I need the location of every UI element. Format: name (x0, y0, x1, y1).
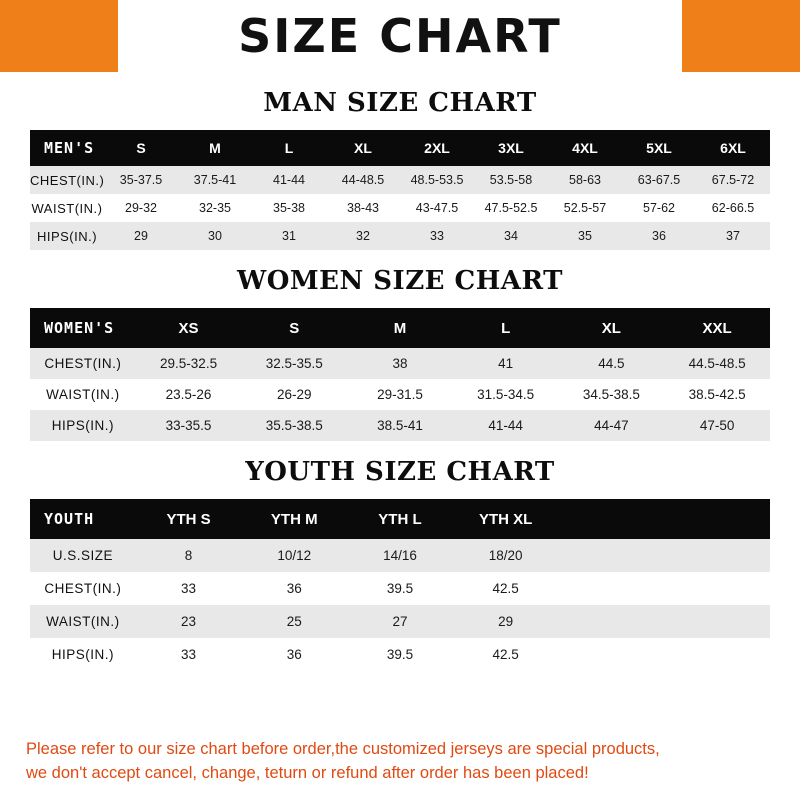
youth-r1-c1: 36 (241, 572, 347, 605)
women-row-2-label: HIPS(IN.) (30, 410, 136, 441)
youth-r3-c5 (664, 638, 770, 671)
page-title: SIZE CHART (238, 9, 562, 63)
youth-col-0: YTH S (136, 499, 242, 539)
men-col-2: L (252, 130, 326, 166)
men-r0-c5: 53.5-58 (474, 166, 548, 194)
women-col-3: L (453, 308, 559, 348)
women-r2-c2: 38.5-41 (347, 410, 453, 441)
men-r2-c7: 36 (622, 222, 696, 250)
table-row (30, 638, 770, 671)
youth-col-4 (559, 499, 665, 539)
table-row (30, 194, 770, 222)
table-header-row (30, 130, 770, 166)
men-col-3: XL (326, 130, 400, 166)
men-col-0: S (104, 130, 178, 166)
women-section-heading: WOMEN SIZE CHART (237, 266, 563, 296)
women-r1-c0: 23.5-26 (136, 379, 242, 410)
men-r0-c6: 58-63 (548, 166, 622, 194)
youth-col-3: YTH XL (453, 499, 559, 539)
table-row (30, 222, 770, 250)
men-r0-c2: 41-44 (252, 166, 326, 194)
youth-r0-c2: 14/16 (347, 539, 453, 572)
women-r0-c3: 41 (453, 348, 559, 379)
men-r0-c3: 44-48.5 (326, 166, 400, 194)
youth-row-1-label: CHEST(IN.) (30, 572, 136, 605)
youth-r0-c4 (559, 539, 665, 572)
women-r2-c3: 41-44 (453, 410, 559, 441)
youth-r0-c0: 8 (136, 539, 242, 572)
table-row (30, 348, 770, 379)
women-r0-c5: 44.5-48.5 (664, 348, 770, 379)
banner-accent-right (682, 0, 800, 72)
men-r1-c0: 29-32 (104, 194, 178, 222)
men-r1-c5: 47.5-52.5 (474, 194, 548, 222)
men-row-1-label: WAIST(IN.) (30, 194, 104, 222)
youth-size-table (30, 499, 770, 671)
youth-row-2-label: WAIST(IN.) (30, 605, 136, 638)
men-col-5: 3XL (474, 130, 548, 166)
women-r2-c4: 44-47 (559, 410, 665, 441)
youth-r3-c0: 33 (136, 638, 242, 671)
men-r1-c1: 32-35 (178, 194, 252, 222)
women-col-5: XXL (664, 308, 770, 348)
men-r2-c5: 34 (474, 222, 548, 250)
women-r0-c1: 32.5-35.5 (241, 348, 347, 379)
youth-col-2: YTH L (347, 499, 453, 539)
men-col-4: 2XL (400, 130, 474, 166)
youth-r3-c1: 36 (241, 638, 347, 671)
youth-r2-c4 (559, 605, 665, 638)
youth-r1-c0: 33 (136, 572, 242, 605)
table-row (30, 166, 770, 194)
men-size-table (30, 130, 770, 250)
youth-row-3-label: HIPS(IN.) (30, 638, 136, 671)
women-r1-c3: 31.5-34.5 (453, 379, 559, 410)
youth-r2-c2: 27 (347, 605, 453, 638)
men-r2-c3: 32 (326, 222, 400, 250)
youth-r1-c4 (559, 572, 665, 605)
youth-section-heading: YOUTH SIZE CHART (245, 457, 555, 487)
youth-r0-c5 (664, 539, 770, 572)
men-r1-c6: 52.5-57 (548, 194, 622, 222)
women-r1-c1: 26-29 (241, 379, 347, 410)
table-row (30, 539, 770, 572)
women-col-0: XS (136, 308, 242, 348)
youth-r1-c3: 42.5 (453, 572, 559, 605)
men-col-1: M (178, 130, 252, 166)
men-col-7: 5XL (622, 130, 696, 166)
policy-note-line-2: we don't accept cancel, change, teturn or refund after order has been placed! (26, 764, 589, 783)
women-size-table (30, 308, 770, 441)
women-col-4: XL (559, 308, 665, 348)
youth-r3-c4 (559, 638, 665, 671)
table-row (30, 572, 770, 605)
youth-r2-c1: 25 (241, 605, 347, 638)
men-r0-c8: 67.5-72 (696, 166, 770, 194)
men-r2-c6: 35 (548, 222, 622, 250)
men-r1-c7: 57-62 (622, 194, 696, 222)
youth-r0-c3: 18/20 (453, 539, 559, 572)
policy-note (0, 738, 800, 786)
men-r1-c2: 35-38 (252, 194, 326, 222)
women-r2-c0: 33-35.5 (136, 410, 242, 441)
men-col-8: 6XL (696, 130, 770, 166)
men-r2-c4: 33 (400, 222, 474, 250)
youth-r2-c3: 29 (453, 605, 559, 638)
men-r0-c4: 48.5-53.5 (400, 166, 474, 194)
women-row-1-label: WAIST(IN.) (30, 379, 136, 410)
men-row-2-label: HIPS(IN.) (30, 222, 104, 250)
men-row-0-label: CHEST(IN.) (30, 166, 104, 194)
men-r2-c1: 30 (178, 222, 252, 250)
youth-r1-c2: 39.5 (347, 572, 453, 605)
men-r0-c0: 35-37.5 (104, 166, 178, 194)
women-r1-c4: 34.5-38.5 (559, 379, 665, 410)
youth-r3-c3: 42.5 (453, 638, 559, 671)
women-r1-c2: 29-31.5 (347, 379, 453, 410)
women-row-0-label: CHEST(IN.) (30, 348, 136, 379)
youth-r2-c0: 23 (136, 605, 242, 638)
table-header-row (30, 499, 770, 539)
youth-corner-label: YOUTH (30, 499, 136, 539)
youth-col-5 (664, 499, 770, 539)
men-r2-c2: 31 (252, 222, 326, 250)
women-r2-c1: 35.5-38.5 (241, 410, 347, 441)
men-r1-c3: 38-43 (326, 194, 400, 222)
youth-table-wrap (0, 499, 800, 671)
men-corner-label: MEN'S (30, 130, 104, 166)
men-table-wrap (0, 130, 800, 250)
policy-note-line-1: Please refer to our size chart before order,the customized jerseys are special products, (26, 740, 660, 759)
women-r1-c5: 38.5-42.5 (664, 379, 770, 410)
women-corner-label: WOMEN'S (30, 308, 136, 348)
header-banner (0, 0, 800, 72)
women-r0-c4: 44.5 (559, 348, 665, 379)
youth-row-0-label: U.S.SIZE (30, 539, 136, 572)
youth-col-1: YTH M (241, 499, 347, 539)
men-section-heading: MAN SIZE CHART (263, 88, 537, 118)
men-r0-c1: 37.5-41 (178, 166, 252, 194)
table-row (30, 605, 770, 638)
women-col-2: M (347, 308, 453, 348)
men-col-6: 4XL (548, 130, 622, 166)
men-r2-c0: 29 (104, 222, 178, 250)
table-header-row (30, 308, 770, 348)
youth-r2-c5 (664, 605, 770, 638)
women-table-wrap (0, 308, 800, 441)
youth-r0-c1: 10/12 (241, 539, 347, 572)
table-row (30, 410, 770, 441)
women-r0-c2: 38 (347, 348, 453, 379)
youth-r1-c5 (664, 572, 770, 605)
men-r2-c8: 37 (696, 222, 770, 250)
table-row (30, 379, 770, 410)
youth-r3-c2: 39.5 (347, 638, 453, 671)
men-r1-c8: 62-66.5 (696, 194, 770, 222)
banner-accent-left (0, 0, 118, 72)
women-col-1: S (241, 308, 347, 348)
men-r0-c7: 63-67.5 (622, 166, 696, 194)
men-r1-c4: 43-47.5 (400, 194, 474, 222)
women-r0-c0: 29.5-32.5 (136, 348, 242, 379)
women-r2-c5: 47-50 (664, 410, 770, 441)
